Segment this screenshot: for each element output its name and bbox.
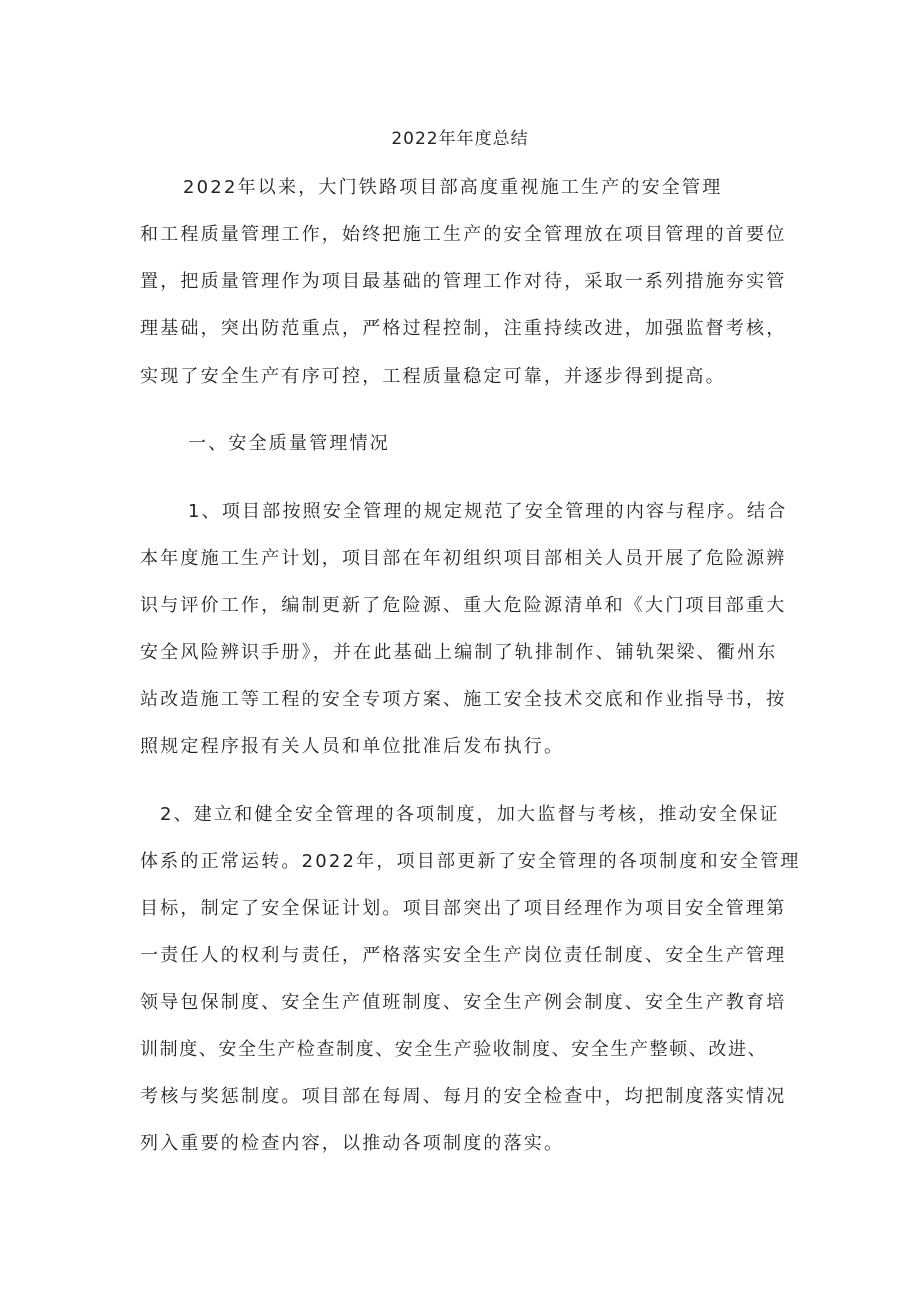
para1-line-1: 1、项目部按照安全管理的规定规范了安全管理的内容与程序。结合 — [188, 501, 788, 522]
para2-line-2: 体系的正常运转。2022年，项目部更新了安全管理的各项制度和安全管理 — [140, 851, 801, 872]
intro-line-2: 和工程质量管理工作，始终把施工生产的安全管理放在项目管理的首要位 — [140, 224, 787, 245]
intro-line-1: 2022年以来，大门铁路项目部高度重视施工生产的安全管理 — [183, 177, 723, 198]
intro-line-3: 置，把质量管理作为项目最基础的管理工作对待，采取一系列措施夯实管 — [140, 271, 787, 292]
para1-line-2: 本年度施工生产计划，项目部在年初组织项目部相关人员开展了危险源辨 — [140, 548, 787, 569]
intro-line-4: 理基础，突出防范重点，严格过程控制，注重持续改进，加强监督考核， — [140, 318, 787, 339]
para2-line-7: 考核与奖惩制度。项目部在每周、每月的安全检查中，均把制度落实情况 — [140, 1086, 787, 1107]
para1-line-5: 站改造施工等工程的安全专项方案、施工安全技术交底和作业指导书，按 — [140, 689, 787, 710]
para1-line-3: 识与评价工作，编制更新了危险源、重大危险源清单和《大门项目部重大 — [140, 595, 787, 616]
para2-line-1: 2、建立和健全安全管理的各项制度，加大监督与考核，推动安全保证 — [160, 804, 780, 825]
para1-line-4: 安全风险辨识手册》，并在此基础上编制了轨排制作、铺轨架梁、衢州东 — [140, 642, 778, 663]
para1-line-6: 照规定程序报有关人员和单位批准后发布执行。 — [140, 736, 565, 757]
para2-line-8: 列入重要的检查内容，以推动各项制度的落实。 — [140, 1133, 565, 1154]
document-title: 2022年年度总结 — [391, 129, 529, 149]
para2-line-6: 训制度、安全生产检查制度、安全生产验收制度、安全生产整顿、改进、 — [140, 1039, 768, 1060]
intro-line-5: 实现了安全生产有序可控，工程质量稳定可靠，并逐步得到提高。 — [140, 366, 726, 387]
para2-line-5: 领导包保制度、安全生产值班制度、安全生产例会制度、安全生产教育培 — [140, 992, 787, 1013]
section-heading: 一、安全质量管理情况 — [188, 433, 390, 454]
para2-line-4: 一责任人的权利与责任，严格落实安全生产岗位责任制度、安全生产管理 — [140, 945, 787, 966]
para2-line-3: 目标，制定了安全保证计划。项目部突出了项目经理作为项目安全管理第 — [140, 898, 787, 919]
